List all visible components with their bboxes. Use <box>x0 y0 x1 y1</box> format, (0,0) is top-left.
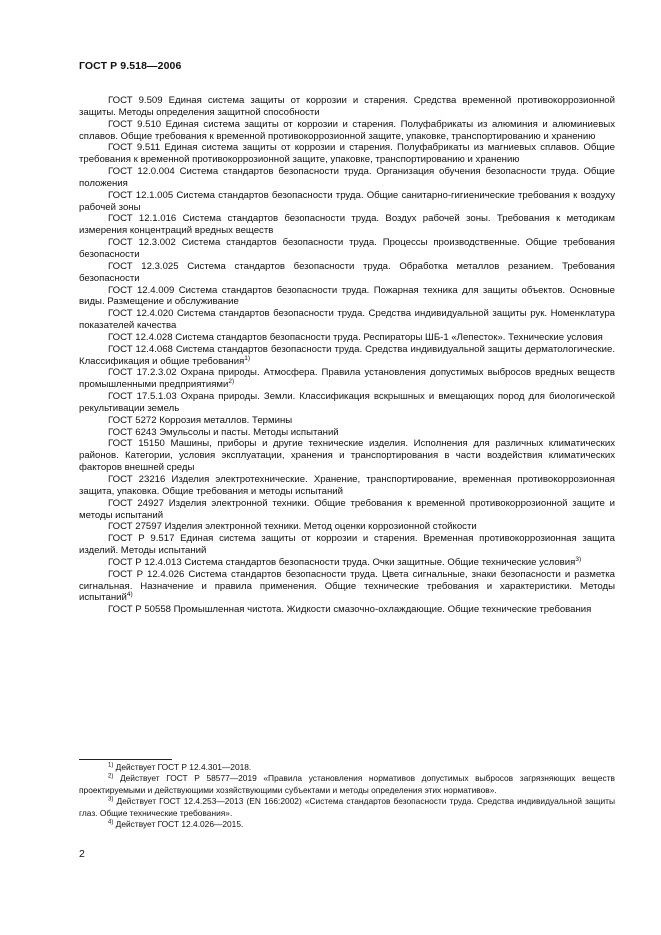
reference-item <box>79 95 615 119</box>
reference-text: ГОСТ 12.0.004 Система стандартов безопасности труда. Организация обучения безопасности труда. Общие положения <box>79 166 615 189</box>
reference-item <box>79 237 615 261</box>
reference-text: ГОСТ 12.4.020 Система стандартов безопасности труда. Средства индивидуальной защиты рук. Номенклатура показателей качества <box>79 308 615 332</box>
reference-text: ГОСТ 9.511 Единая система защиты от коррозии и старения. Полуфабрикаты из магниевых сплавов. Общие требования к временной противокоррозионной защите, упаковке, транспортированию и хранению <box>79 142 615 166</box>
reference-item <box>79 474 615 498</box>
reference-item <box>79 367 615 391</box>
footnote-marker: 3) <box>575 555 582 563</box>
reference-item <box>79 190 615 214</box>
footnote-marker: 1) <box>244 354 251 362</box>
reference-item <box>79 344 615 368</box>
reference-text: ГОСТ Р 12.4.013 Система стандартов безопасности труда. Очки защитные. Общие технические условия <box>108 556 576 568</box>
footnote-divider <box>79 759 172 760</box>
footnote-item <box>79 762 615 773</box>
reference-text: ГОСТ 5272 Коррозия металлов. Термины <box>108 414 293 426</box>
reference-item <box>79 142 615 166</box>
reference-item <box>79 213 615 237</box>
reference-text: ГОСТ Р 12.4.026 Система стандартов безопасности труда. Цвета сигнальные, знаки безопасности и разметка сигнальная. Назначение и правила применения. Общие технические требования и характеристики. Методы испытаний <box>79 568 615 604</box>
reference-item <box>79 166 615 190</box>
reference-item <box>79 521 615 533</box>
reference-text: ГОСТ 12.4.068 Система стандартов безопасности труда. Средства индивидуальной защиты дерматологические. Классификация и общие требования <box>79 343 615 367</box>
footnote-marker: 4) <box>126 591 133 599</box>
reference-item <box>79 533 615 557</box>
reference-text: ГОСТ 15150 Машины, приборы и другие технические изделия. Исполнения для различных климатических районов. Категории, условия эксплуатации, хранения и транспортирования в части воздействия климатических факторов внешней среды <box>79 438 615 474</box>
reference-text: ГОСТ 24927 Изделия электронной техники. Общие требования к временной противокоррозионной защите и методы испытаний <box>79 497 615 521</box>
reference-text: ГОСТ 17.2.3.02 Охрана природы. Атмосфера. Правила установления допустимых выбросов вредных веществ промышленными предприятиями <box>79 367 615 391</box>
footnote-mark: 2) <box>108 773 114 780</box>
footnote-text: Действует ГОСТ Р 58577—2019 «Правила установления нормативов допустимых выбросов загрязняющих веществ проектируемыми и действующими хозяйствующими субъектами и методы определения этих нормативов». <box>79 773 615 795</box>
page-number: 2 <box>79 848 85 860</box>
reference-text: ГОСТ 9.510 Единая система защиты от коррозии и старения. Полуфабрикаты из алюминия и алюминиевых сплавов. Общие требования к временной противокоррозионной защите, упаковке, транспортированию и хранению <box>79 118 615 142</box>
reference-text: ГОСТ Р 50558 Промышленная чистота. Жидкости смазочно-охлаждающие. Общие технические требования <box>108 604 592 616</box>
reference-item <box>79 119 615 143</box>
reference-text: ГОСТ 12.3.025 Система стандартов безопасности труда. Обработка металлов резанием. Требования безопасности <box>79 260 615 284</box>
reference-text: ГОСТ 12.1.016 Система стандартов безопасности труда. Воздух рабочей зоны. Требования к методикам измерения концентраций вредных веществ <box>79 213 615 237</box>
footnotes-list <box>79 762 615 830</box>
reference-item <box>79 332 615 344</box>
reference-text: ГОСТ Р 9.517 Единая система защиты от коррозии и старения. Временная противокоррозионная защита изделий. Методы испытаний <box>79 533 615 557</box>
reference-item <box>79 569 615 605</box>
footnote-text: Действует ГОСТ Р 12.4.301—2018. <box>113 762 252 772</box>
reference-item <box>79 557 615 569</box>
reference-item <box>79 427 615 439</box>
reference-text: ГОСТ 17.5.1.03 Охрана природы. Земли. Классификация вскрышных и вмещающих пород для биологической рекультивации земель <box>79 391 615 414</box>
footnote-marker: 2) <box>228 378 235 386</box>
reference-text: ГОСТ 9.509 Единая система защиты от коррозии и старения. Средства временной противокоррозионной защиты. Методы определения защитной способности <box>79 95 615 118</box>
normative-references-list <box>79 95 615 616</box>
reference-item <box>79 285 615 309</box>
reference-item <box>79 391 615 415</box>
reference-item <box>79 438 615 474</box>
reference-text: ГОСТ 12.1.005 Система стандартов безопасности труда. Общие санитарно-гигиенические требования к воздуху рабочей зоны <box>79 189 615 213</box>
footnote-mark: 1) <box>108 762 114 769</box>
document-header: ГОСТ Р 9.518—2006 <box>79 60 182 72</box>
reference-item <box>79 604 615 616</box>
reference-item <box>79 498 615 522</box>
reference-item <box>79 415 615 427</box>
reference-text: ГОСТ 12.4.028 Система стандартов безопасности труда. Респираторы ШБ-1 «Лепесток». Технические условия <box>108 331 603 343</box>
reference-text: ГОСТ 6243 Эмульсолы и пасты. Методы испытаний <box>108 426 339 438</box>
reference-item <box>79 261 615 285</box>
footnote-text: Действует ГОСТ 12.4.026—2015. <box>113 819 244 830</box>
footnote-text: Действует ГОСТ 12.4.253—2013 (EN 166:2002) «Система стандартов безопасности труда. Средства индивидуальной защиты глаз. Общие технические требования». <box>79 796 615 818</box>
reference-item <box>79 308 615 332</box>
footnote-item <box>79 819 615 830</box>
footnote-mark: 4) <box>108 819 114 826</box>
reference-text: ГОСТ 23216 Изделия электротехнические. Хранение, транспортирование, временная противокоррозионная защита, упаковка. Общие требования и методы испытаний <box>79 474 615 497</box>
reference-text: ГОСТ 12.3.002 Система стандартов безопасности труда. Процессы производственные. Общие требования безопасности <box>79 237 615 260</box>
reference-text: ГОСТ 27597 Изделия электронной техники. Метод оценки коррозионной стойкости <box>108 521 477 533</box>
reference-text: ГОСТ 12.4.009 Система стандартов безопасности труда. Пожарная техника для защиты объектов. Основные виды. Размещение и обслуживание <box>79 284 615 308</box>
footnote-mark: 3) <box>108 796 114 803</box>
footnote-item <box>79 796 615 819</box>
footnote-item <box>79 773 615 796</box>
